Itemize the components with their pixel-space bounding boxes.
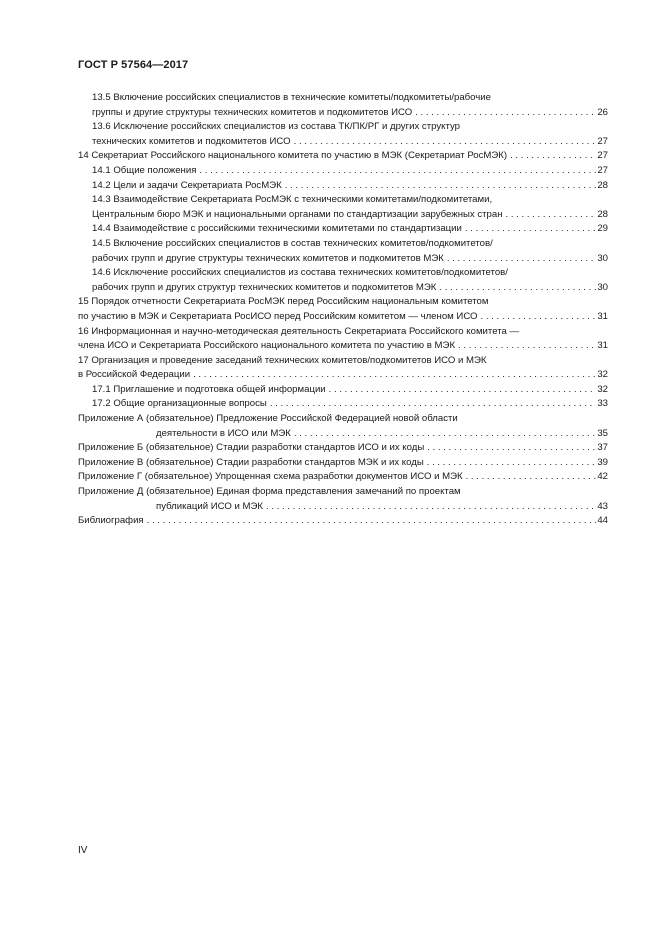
table-of-contents: [78, 91, 608, 529]
document-header: ГОСТ Р 57564—2017: [78, 59, 189, 71]
toc-entry-text: члена ИСО и Секретариата Российского национального комитета по участию в МЭК: [78, 340, 456, 352]
toc-entry-16[interactable]: [78, 325, 608, 354]
toc-entry-14-4[interactable]: [78, 222, 608, 237]
toc-entry-appendix-d[interactable]: [78, 485, 608, 514]
toc-entry-text: в Российской Федерации: [78, 369, 191, 381]
toc-entry-text: 17.1 Приглашение и подготовка общей информации: [92, 383, 326, 395]
toc-entry-text: 16 Информационная и научно-методическая деятельность Секретариата Российского комитета —: [78, 325, 520, 337]
toc-entry-14-6[interactable]: [78, 266, 608, 295]
toc-entry-text: Центральным бюро МЭК и национальными органами по стандартизации зарубежных стран: [92, 208, 503, 220]
toc-page-number: 32: [597, 383, 608, 395]
toc-entry-14-5[interactable]: [78, 237, 608, 266]
toc-entry-14-3[interactable]: [78, 193, 608, 222]
leader-dots: [266, 500, 596, 515]
toc-entry-text: 13.5 Включение российских специалистов в технические комитеты/подкомитеты/рабочие: [92, 92, 491, 103]
leader-dots: [427, 456, 597, 471]
toc-page-number: 29: [597, 223, 608, 235]
toc-page-number: 30: [597, 281, 608, 293]
toc-page-number: 39: [597, 456, 608, 468]
toc-entry-text: 14.4 Взаимодействие с российскими техническими комитетами по стандартизации: [92, 223, 462, 235]
toc-page-number: 42: [597, 471, 608, 483]
toc-entry-text: 15 Порядок отчетности Секретариата РосМЭК перед Российским национальным комитетом: [78, 296, 489, 308]
leader-dots: [329, 383, 597, 398]
toc-entry-text: рабочих групп и другие структуры технических комитетов и подкомитетов МЭК: [92, 252, 444, 264]
toc-entry-text: 14.3 Взаимодействие Секретариата РосМЭК с техническими комитетами/подкомитетами,: [92, 194, 493, 206]
toc-page-number: 37: [597, 442, 608, 454]
toc-entry-appendix-v[interactable]: [78, 456, 608, 471]
leader-dots: [415, 106, 596, 121]
toc-entry-text: 14.5 Включение российских специалистов в состав технических комитетов/подкомитетов/: [92, 237, 493, 249]
toc-page-number: 33: [597, 398, 608, 410]
toc-entry-appendix-a[interactable]: [78, 412, 608, 441]
toc-entry-text: 14.2 Цели и задачи Секретариата РосМЭК: [92, 179, 282, 191]
toc-entry-text: 14 Секретариат Российского национального комитета по участию в МЭК (Секретариат РосМЭК): [78, 150, 508, 162]
toc-entry-text: 17 Организация и проведение заседаний технических комитетов/подкомитетов ИСО и МЭК: [78, 354, 487, 366]
toc-entry-appendix-g[interactable]: [78, 470, 608, 485]
leader-dots: [294, 427, 596, 442]
toc-entry-text: Приложение Г (обязательное) Упрощенная схема разработки документов ИСО и МЭК: [78, 471, 463, 483]
toc-entry-13-5[interactable]: [78, 91, 608, 120]
leader-dots: [147, 514, 597, 529]
toc-page-number: 43: [597, 500, 608, 512]
leader-dots: [447, 252, 597, 267]
toc-entry-bibliography[interactable]: [78, 514, 608, 529]
toc-page-number: 27: [597, 135, 608, 147]
toc-entry-text: Приложение В (обязательное) Стадии разработки стандартов МЭК и их коды: [78, 456, 424, 468]
toc-page-number: 28: [597, 179, 608, 191]
leader-dots: [481, 310, 597, 325]
toc-entry-text: технических комитетов и подкомитетов ИСО: [92, 135, 291, 147]
toc-entry-14[interactable]: [78, 149, 608, 164]
toc-entry-14-2[interactable]: [78, 179, 608, 194]
leader-dots: [285, 179, 597, 194]
toc-entry-text: группы и другие структуры технических комитетов и подкомитетов ИСО: [92, 106, 413, 118]
toc-entry-17-1[interactable]: [78, 383, 608, 398]
leader-dots: [294, 135, 597, 150]
leader-dots: [466, 470, 597, 485]
page-number: IV: [78, 845, 88, 856]
toc-entry-text: 14.1 Общие положения: [92, 164, 197, 176]
toc-page-number: 31: [597, 340, 608, 352]
leader-dots: [439, 281, 596, 296]
toc-entry-text: 14.6 Исключение российских специалистов из состава технических комитетов/подкомитетов/: [92, 267, 508, 279]
leader-dots: [193, 368, 596, 383]
toc-entry-text: Библиография: [78, 515, 144, 527]
toc-page-number: 35: [597, 427, 608, 439]
toc-entry-text: деятельности в ИСО или МЭК: [156, 427, 291, 439]
toc-page-number: 27: [597, 164, 608, 176]
leader-dots: [427, 441, 596, 456]
toc-entry-text: Приложение Б (обязательное) Стадии разработки стандартов ИСО и их коды: [78, 442, 425, 454]
leader-dots: [270, 397, 597, 412]
toc-entry-17-2[interactable]: [78, 397, 608, 412]
leader-dots: [199, 164, 596, 179]
toc-page-number: 26: [597, 106, 608, 118]
toc-entry-15[interactable]: [78, 295, 608, 324]
leader-dots: [506, 208, 597, 223]
toc-page-number: 27: [597, 150, 608, 162]
toc-entry-text: рабочих групп и других структур технических комитетов и подкомитетов МЭК: [92, 281, 437, 293]
toc-entry-17[interactable]: [78, 354, 608, 383]
toc-entry-text: Приложение А (обязательное) Предложение Российской Федерацией новой области: [78, 413, 458, 425]
toc-entry-text: публикаций ИСО и МЭК: [156, 500, 263, 512]
toc-page-number: 31: [597, 310, 608, 322]
toc-entry-text: Приложение Д (обязательное) Единая форма представления замечаний по проектам: [78, 486, 461, 498]
toc-entry-text: 13.6 Исключение российских специалистов из состава ТК/ПК/РГ и других структур: [92, 121, 460, 133]
toc-entry-14-1[interactable]: [78, 164, 608, 179]
toc-page-number: 30: [597, 252, 608, 264]
leader-dots: [465, 222, 596, 237]
toc-entry-appendix-b[interactable]: [78, 441, 608, 456]
toc-entry-text: 17.2 Общие организационные вопросы: [92, 398, 267, 410]
leader-dots: [510, 149, 596, 164]
toc-page-number: 32: [597, 369, 608, 381]
toc-page-number: 28: [597, 208, 608, 220]
leader-dots: [458, 339, 596, 354]
toc-entry-13-6[interactable]: [78, 120, 608, 149]
toc-page-number: 44: [597, 515, 608, 527]
toc-entry-text: по участию в МЭК и Секретариата РосИСО перед Российским комитетом — членом ИСО: [78, 310, 478, 322]
